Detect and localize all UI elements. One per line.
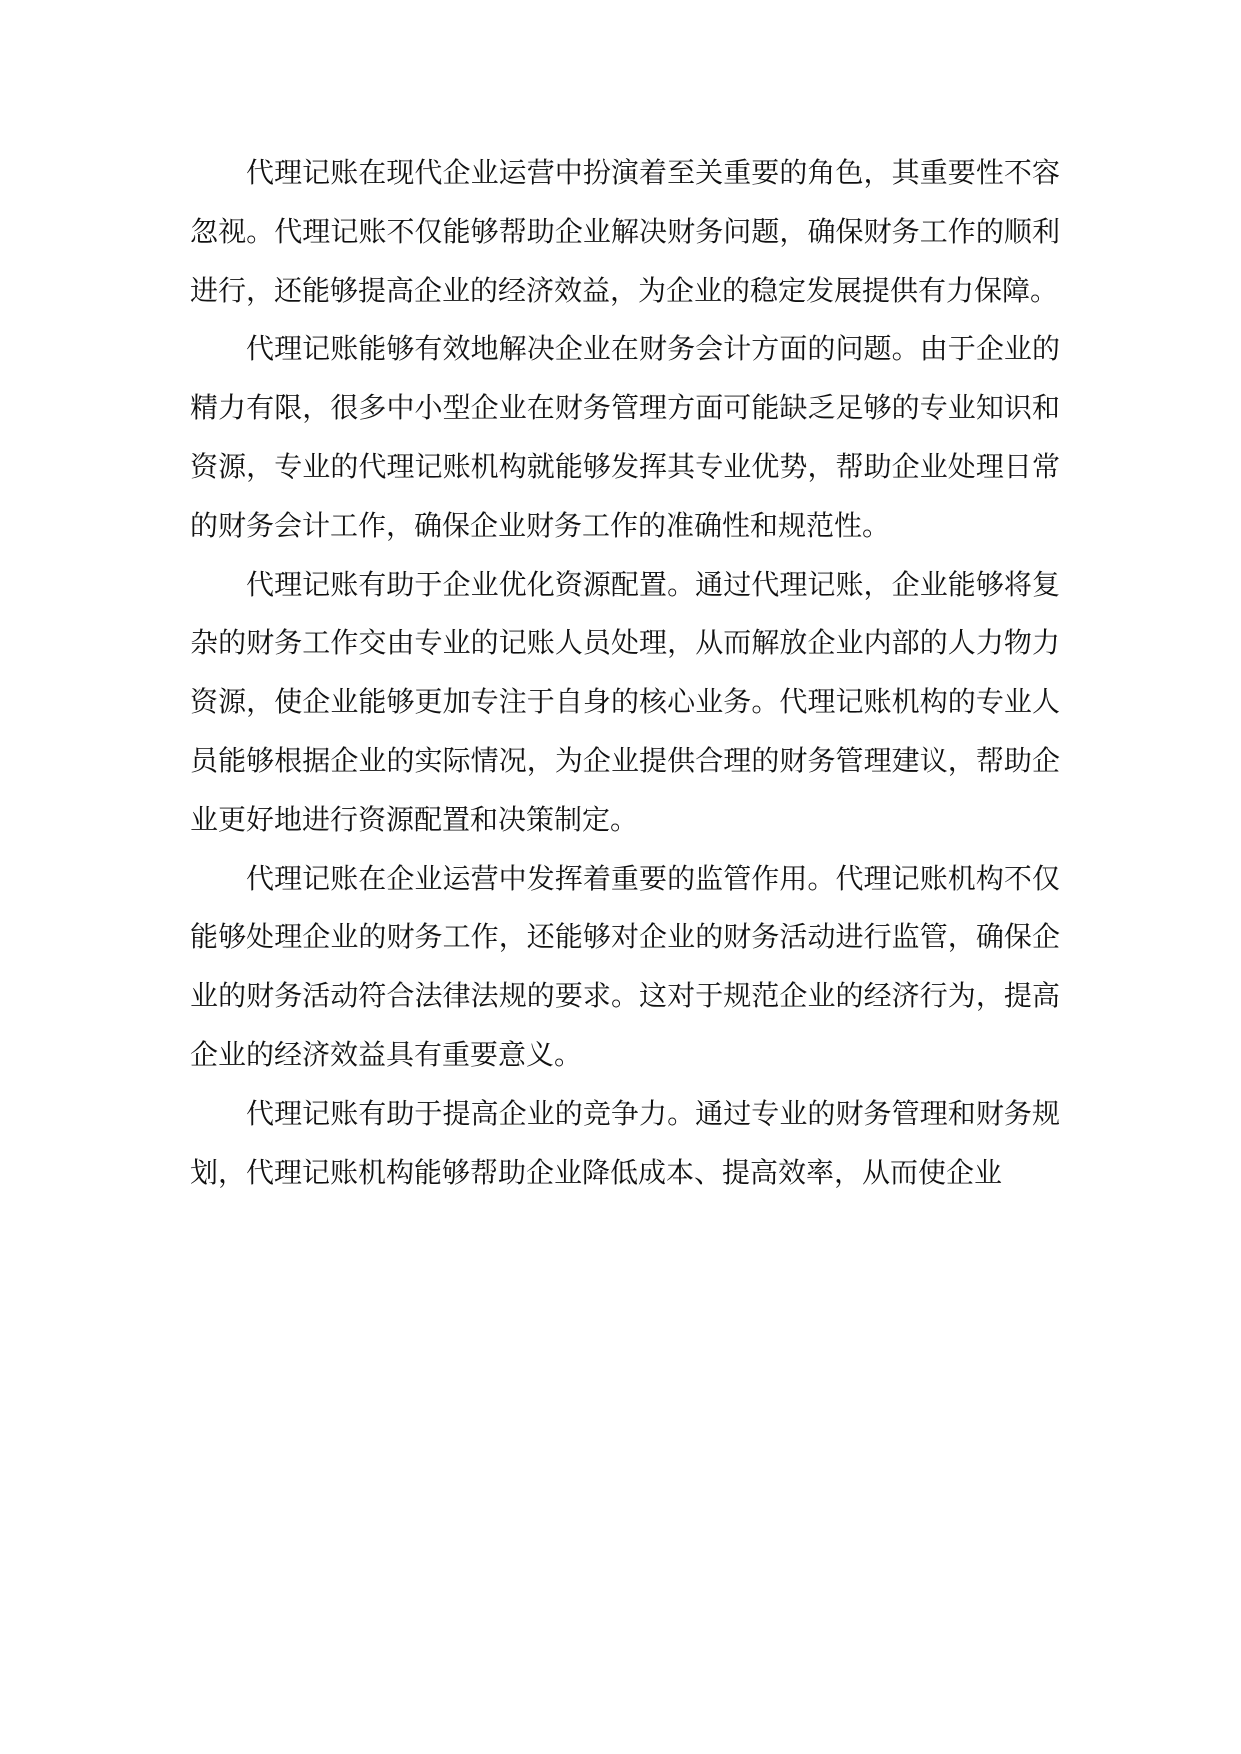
paragraph-1: 代理记账在现代企业运营中扮演着至关重要的角色，其重要性不容忽视。代理记账不仅能够帮助企业解决财务问题，确保财务工作的顺利进行，还能够提高企业的经济效益，为企业的稳定发展提供有力保障。 — [190, 156, 1060, 307]
paragraph-3: 代理记账有助于企业优化资源配置。通过代理记账，企业能够将复杂的财务工作交由专业的记账人员处理，从而解放企业内部的人力物力资源，使企业能够更加专注于自身的核心业务。代理记账机构的专业人员能够根据企业的实际情况，为企业提供合理的财务管理建议，帮助企业更好地进行资源配置和决策制定。 — [190, 567, 1060, 836]
paragraph-2: 代理记账能够有效地解决企业在财务会计方面的问题。由于企业的精力有限，很多中小型企业在财务管理方面可能缺乏足够的专业知识和资源，专业的代理记账机构就能够发挥其专业优势，帮助企业处理日常的财务会计工作，确保企业财务工作的准确性和规范性。 — [190, 332, 1060, 542]
paragraph-4: 代理记账在企业运营中发挥着重要的监管作用。代理记账机构不仅能够处理企业的财务工作，还能够对企业的财务活动进行监管，确保企业的财务活动符合法律法规的要求。这对于规范企业的经济行为，提高企业的经济效益具有重要意义。 — [190, 861, 1060, 1071]
paragraph-5: 代理记账有助于提高企业的竞争力。通过专业的财务管理和财务规划，代理记账机构能够帮助企业降低成本、提高效率，从而使企业 — [190, 1096, 1060, 1189]
document-body — [190, 144, 1060, 1202]
